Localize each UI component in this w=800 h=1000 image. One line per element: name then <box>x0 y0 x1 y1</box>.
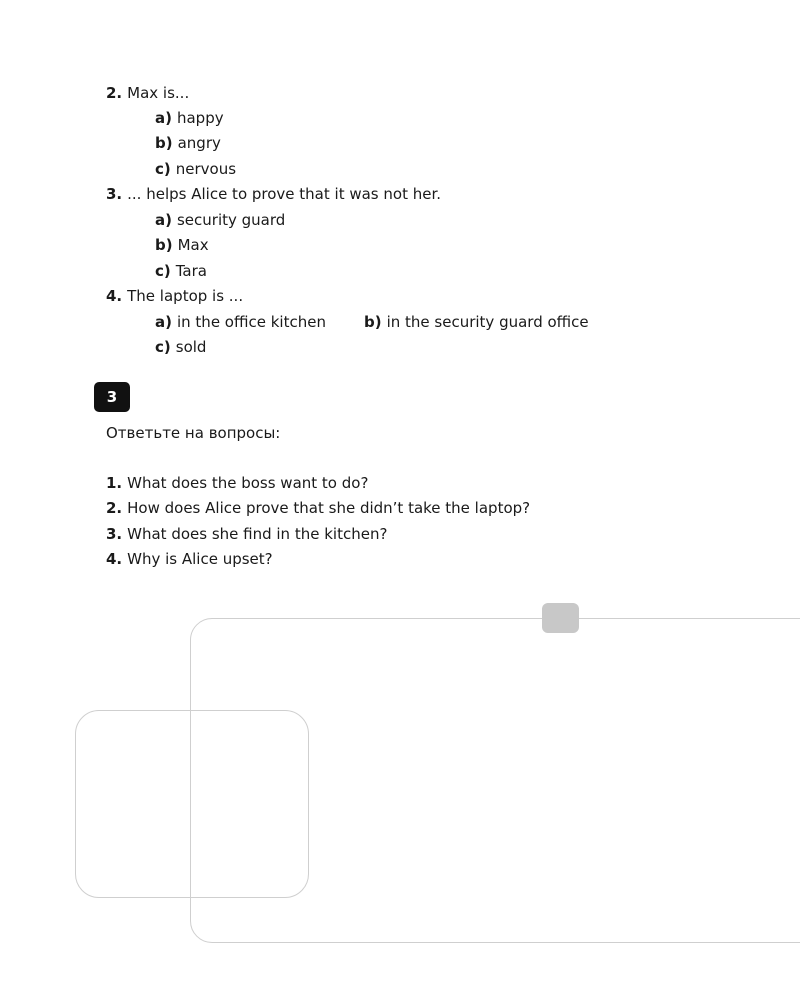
option-text: Tara <box>175 262 207 280</box>
question-3-line <box>106 185 441 203</box>
option-a <box>155 211 285 229</box>
question-text: Why is Alice upset? <box>127 550 273 568</box>
question-number: 2. <box>106 84 123 102</box>
section-number-badge: 3 <box>94 382 130 412</box>
decorative-tab <box>542 603 579 633</box>
question-number: 1. <box>106 474 123 492</box>
option-b <box>155 236 209 254</box>
option-text: sold <box>175 338 207 356</box>
open-question-1 <box>106 474 368 492</box>
option-letter: a) <box>155 313 172 331</box>
option-text: nervous <box>175 160 237 178</box>
option-text: in the security guard office <box>386 313 589 331</box>
option-letter: b) <box>155 134 173 152</box>
option-text: security guard <box>176 211 286 229</box>
question-text: How does Alice prove that she didn’t take the laptop? <box>127 499 531 517</box>
question-2-line <box>106 84 189 102</box>
option-b <box>155 134 221 152</box>
question-number: 3. <box>106 185 123 203</box>
question-number: 2. <box>106 499 123 517</box>
question-text: What does she find in the kitchen? <box>127 525 388 543</box>
question-number: 4. <box>106 550 123 568</box>
option-letter: a) <box>155 109 172 127</box>
option-letter: b) <box>364 313 382 331</box>
option-a <box>155 313 326 331</box>
section-instruction: Ответьте на вопросы: <box>106 424 281 442</box>
question-text: The laptop is ... <box>127 287 244 305</box>
option-letter: b) <box>155 236 173 254</box>
open-question-3 <box>106 525 387 543</box>
option-letter: c) <box>155 262 171 280</box>
option-text: in the office kitchen <box>176 313 326 331</box>
option-text: Max <box>177 236 209 254</box>
question-text: Max is... <box>127 84 190 102</box>
question-text: ... helps Alice to prove that it was not her. <box>127 185 442 203</box>
decorative-frame-small <box>75 710 309 898</box>
option-a <box>155 109 224 127</box>
open-question-2 <box>106 499 530 517</box>
question-4-line <box>106 287 243 305</box>
question-number: 3. <box>106 525 123 543</box>
question-number: 4. <box>106 287 123 305</box>
option-c <box>155 338 206 356</box>
option-letter: a) <box>155 211 172 229</box>
option-c <box>155 160 236 178</box>
option-letter: c) <box>155 160 171 178</box>
option-b <box>364 313 589 331</box>
option-text: angry <box>177 134 221 152</box>
open-question-4 <box>106 550 273 568</box>
option-letter: c) <box>155 338 171 356</box>
question-text: What does the boss want to do? <box>127 474 369 492</box>
option-c <box>155 262 207 280</box>
option-text: happy <box>176 109 224 127</box>
